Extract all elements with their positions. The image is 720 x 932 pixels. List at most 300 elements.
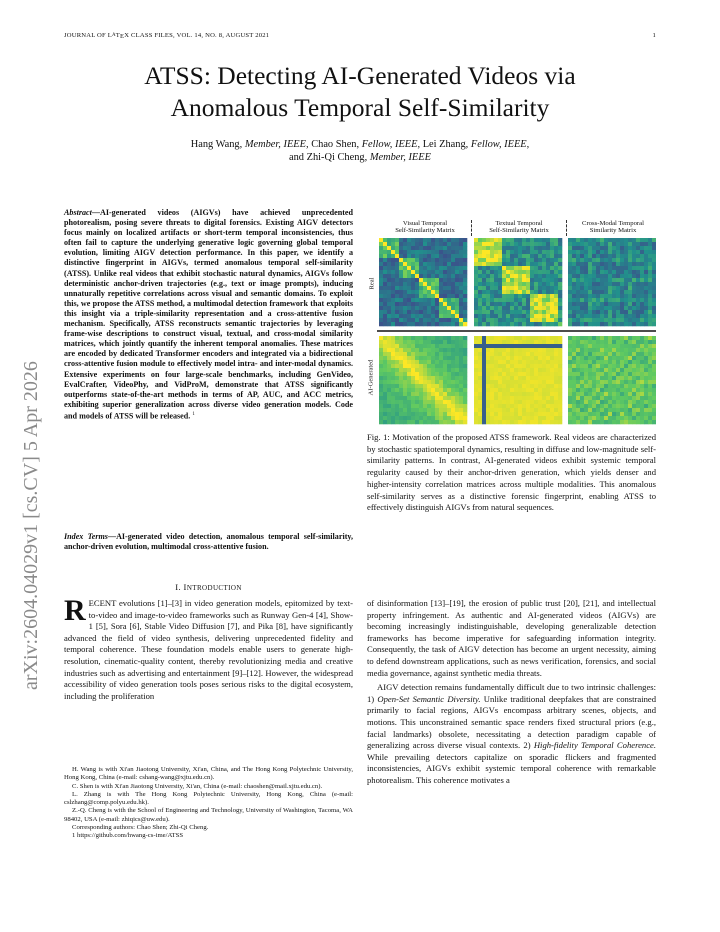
heatmap-cell (640, 290, 644, 294)
heatmap-cell (490, 408, 494, 412)
heatmap-cell (439, 396, 443, 400)
heatmap-cell (435, 416, 439, 420)
heatmap-cell (632, 274, 636, 278)
heatmap-cell (403, 420, 407, 424)
heatmap-cell (534, 416, 538, 420)
heatmap-cell (379, 266, 383, 270)
heatmap-cell (459, 360, 463, 364)
heatmap-cell (403, 290, 407, 294)
heatmap-cell (522, 310, 526, 314)
heatmap-cell (522, 322, 526, 326)
heatmap-cell (502, 242, 506, 246)
heatmap-cell (459, 266, 463, 270)
heatmap-cell (588, 360, 592, 364)
heatmap-cell (383, 348, 387, 352)
heatmap-cell (546, 322, 550, 326)
heatmap-cell (608, 380, 612, 384)
heatmap-cell (640, 250, 644, 254)
heatmap-cell (482, 412, 486, 416)
heatmap-cell (620, 258, 624, 262)
heatmap-cell (580, 376, 584, 380)
heatmap-cell (596, 282, 600, 286)
heatmap-cell (538, 322, 542, 326)
heatmap-cell (490, 372, 494, 376)
heatmap-cell (588, 388, 592, 392)
heatmap-cell (538, 270, 542, 274)
heatmap-cell (616, 396, 620, 400)
heatmap-cell (624, 310, 628, 314)
heatmap-cell (502, 270, 506, 274)
heatmap-cell (648, 388, 652, 392)
heatmap-cell (538, 416, 542, 420)
abstract (64, 208, 353, 422)
heatmap-cell (592, 384, 596, 388)
heatmap-cell (652, 294, 656, 298)
heatmap-cell (478, 352, 482, 356)
heatmap-cell (604, 396, 608, 400)
arxiv-watermark: arXiv:2604.04029v1 [cs.CV] 5 Apr 2026 (20, 361, 42, 690)
heatmap-cell (435, 290, 439, 294)
heatmap-cell (510, 372, 514, 376)
heatmap-cell (383, 340, 387, 344)
heatmap-cell (580, 400, 584, 404)
heatmap-cell (542, 254, 546, 258)
heatmap-cell (550, 306, 554, 310)
heatmap-cell (604, 306, 608, 310)
heatmap-cell (624, 242, 628, 246)
heatmap-cell (644, 310, 648, 314)
heatmap-cell (526, 340, 530, 344)
heatmap-cell (463, 306, 467, 310)
heatmap-cell (522, 294, 526, 298)
heatmap-cell (640, 336, 644, 340)
heatmap-cell (435, 286, 439, 290)
heatmap-cell (419, 258, 423, 262)
heatmap-cell (522, 416, 526, 420)
heatmap-cell (415, 270, 419, 274)
heatmap-cell (482, 298, 486, 302)
heatmap-cell (542, 274, 546, 278)
heatmap-cell (632, 420, 636, 424)
heatmap-cell (554, 322, 558, 326)
heatmap-cell (568, 352, 572, 356)
heatmap-cell (554, 274, 558, 278)
heatmap-cell (506, 270, 510, 274)
heatmap-cell (459, 372, 463, 376)
heatmap-cell (584, 396, 588, 400)
heatmap-cell (652, 278, 656, 282)
heatmap-cell (455, 380, 459, 384)
heatmap-cell (522, 352, 526, 356)
heatmap-cell (518, 266, 522, 270)
heatmap-cell (612, 336, 616, 340)
heatmap-cell (526, 344, 530, 348)
heatmap-cell (407, 388, 411, 392)
heatmap-cell (636, 298, 640, 302)
heatmap-cell (538, 274, 542, 278)
heatmap-cell (542, 262, 546, 266)
heatmap-cell (482, 314, 486, 318)
heatmap-cell (387, 396, 391, 400)
heatmap-cell (518, 420, 522, 424)
heatmap-cell (518, 294, 522, 298)
heatmap-cell (423, 298, 427, 302)
heatmap-cell (640, 242, 644, 246)
heatmap-cell (568, 336, 572, 340)
heatmap-cell (419, 306, 423, 310)
heatmap-cell (419, 384, 423, 388)
heatmap-cell (534, 266, 538, 270)
heatmap-cell (478, 360, 482, 364)
heatmap-cell (652, 274, 656, 278)
heatmap-cell (431, 286, 435, 290)
heatmap-cell (612, 262, 616, 266)
heatmap-cell (407, 336, 411, 340)
heatmap-cell (443, 318, 447, 322)
heatmap-cell (403, 250, 407, 254)
heatmap-cell (550, 392, 554, 396)
heatmap-cell (455, 266, 459, 270)
heatmap-cell (459, 380, 463, 384)
heatmap-cell (514, 246, 518, 250)
heatmap-cell (538, 344, 542, 348)
heatmap-cell (486, 246, 490, 250)
heatmap-cell (459, 246, 463, 250)
heatmap-cell (439, 352, 443, 356)
heatmap-cell (486, 250, 490, 254)
heatmap-cell (478, 336, 482, 340)
heatmap-cell (640, 348, 644, 352)
heatmap-cell (596, 344, 600, 348)
heatmap-cell (644, 270, 648, 274)
heatmap-cell (518, 348, 522, 352)
heatmap-aigen-crossmodal (568, 336, 656, 424)
heatmap-cell (628, 344, 632, 348)
heatmap-cell (620, 376, 624, 380)
heatmap-cell (455, 400, 459, 404)
heatmap-cell (554, 380, 558, 384)
heatmap-cell (624, 396, 628, 400)
heatmap-cell (546, 270, 550, 274)
heatmap-cell (411, 400, 415, 404)
heatmap-cell (628, 290, 632, 294)
heatmap-cell (558, 364, 562, 368)
heatmap-cell (546, 282, 550, 286)
heatmap-cell (486, 416, 490, 420)
heatmap-cell (568, 258, 572, 262)
heatmap-cell (494, 242, 498, 246)
heatmap-cell (494, 258, 498, 262)
heatmap-cell (612, 322, 616, 326)
heatmap-cell (538, 392, 542, 396)
heatmap-cell (534, 352, 538, 356)
heatmap-cell (403, 404, 407, 408)
heatmap-cell (550, 286, 554, 290)
heatmap-cell (534, 360, 538, 364)
heatmap-cell (455, 408, 459, 412)
heatmap-cell (546, 318, 550, 322)
heatmap-cell (546, 302, 550, 306)
heatmap-cell (568, 242, 572, 246)
heatmap-cell (411, 250, 415, 254)
heatmap-cell (518, 344, 522, 348)
heatmap-cell (592, 238, 596, 242)
heatmap-cell (620, 278, 624, 282)
heatmap-cell (534, 302, 538, 306)
footnote-wang: H. Wang is with Xi'an Jiaotong University, Xi'an, China, and The Hong Kong Polytechnic University, Hong Kong, China (e-mail: cshang-wang@xjtu.edu.cn). (64, 766, 353, 782)
heatmap-cell (580, 388, 584, 392)
heatmap-cell (451, 266, 455, 270)
heatmap-cell (580, 242, 584, 246)
heatmap-cell (608, 258, 612, 262)
heatmap-cell (439, 254, 443, 258)
heatmap-cell (644, 306, 648, 310)
heatmap-cell (387, 286, 391, 290)
heatmap-cell (522, 314, 526, 318)
heatmap-cell (459, 396, 463, 400)
heatmap-cell (498, 384, 502, 388)
heatmap-cell (490, 356, 494, 360)
heatmap-cell (604, 282, 608, 286)
heatmap-cell (391, 274, 395, 278)
heatmap-cell (542, 314, 546, 318)
heatmap-cell (546, 286, 550, 290)
heatmap-cell (584, 356, 588, 360)
heatmap-cell (584, 364, 588, 368)
heatmap-cell (636, 340, 640, 344)
page-number: 1 (652, 32, 656, 39)
heatmap-cell (455, 396, 459, 400)
heatmap-cell (534, 388, 538, 392)
heatmap-cell (608, 340, 612, 344)
heatmap-cell (474, 376, 478, 380)
heatmap-cell (411, 408, 415, 412)
heatmap-cell (407, 408, 411, 412)
heatmap-cell (584, 322, 588, 326)
heatmap-cell (534, 278, 538, 282)
heatmap-cell (608, 254, 612, 258)
heatmap-cell (628, 336, 632, 340)
heatmap-cell (474, 266, 478, 270)
heatmap-cell (443, 258, 447, 262)
heatmap-cell (391, 404, 395, 408)
heatmap-cell (534, 336, 538, 340)
heatmap-cell (463, 412, 467, 416)
heatmap-cell (435, 266, 439, 270)
heatmap-cell (482, 372, 486, 376)
heatmap-cell (486, 420, 490, 424)
heatmap-cell (636, 282, 640, 286)
heatmap-cell (628, 314, 632, 318)
heatmap-cell (395, 318, 399, 322)
heatmap-cell (459, 352, 463, 356)
heatmap-cell (640, 356, 644, 360)
heatmap-cell (455, 250, 459, 254)
heatmap-cell (526, 250, 530, 254)
heatmap-cell (447, 258, 451, 262)
heatmap-cell (391, 364, 395, 368)
heatmap-cell (379, 238, 383, 242)
heatmap-cell (502, 318, 506, 322)
heatmap-cell (439, 238, 443, 242)
heatmap-cell (455, 352, 459, 356)
heatmap-cell (628, 270, 632, 274)
heatmap-cell (608, 356, 612, 360)
heatmap-cell (463, 242, 467, 246)
heatmap-cell (572, 274, 576, 278)
heatmap-cell (474, 400, 478, 404)
heatmap-cell (383, 282, 387, 286)
heatmap-cell (550, 420, 554, 424)
heatmap-cell (502, 412, 506, 416)
heatmap-cell (399, 420, 403, 424)
heatmap-cell (518, 352, 522, 356)
heatmap-cell (399, 270, 403, 274)
heatmap-cell (411, 352, 415, 356)
heatmap-cell (459, 388, 463, 392)
heatmap-cell (395, 372, 399, 376)
heatmap-cell (572, 420, 576, 424)
fig-row-label-aigen: AI-Generated (367, 359, 375, 396)
heatmap-cell (518, 380, 522, 384)
heatmap-cell (600, 412, 604, 416)
heatmap-cell (379, 314, 383, 318)
heatmap-cell (526, 314, 530, 318)
heatmap-cell (616, 286, 620, 290)
title-line-2: Anomalous Temporal Self-Similarity (170, 93, 550, 122)
heatmap-cell (387, 242, 391, 246)
heatmap-cell (427, 340, 431, 344)
heatmap-cell (584, 336, 588, 340)
heatmap-cell (624, 356, 628, 360)
heatmap-cell (506, 376, 510, 380)
heatmap-cell (576, 250, 580, 254)
heatmap-cell (506, 408, 510, 412)
heatmap-cell (478, 322, 482, 326)
heatmap-cell (459, 250, 463, 254)
heatmap-cell (463, 318, 467, 322)
heatmap-cell (572, 404, 576, 408)
heatmap-cell (419, 270, 423, 274)
heatmap-cell (506, 318, 510, 322)
heatmap-cell (482, 348, 486, 352)
heatmap-cell (463, 400, 467, 404)
heatmap-cell (395, 344, 399, 348)
heatmap-cell (474, 314, 478, 318)
heatmap-cell (447, 368, 451, 372)
heatmap-cell (459, 400, 463, 404)
heatmap-cell (644, 294, 648, 298)
heatmap-cell (592, 348, 596, 352)
heatmap-cell (568, 246, 572, 250)
heatmap-cell (387, 384, 391, 388)
heatmap-cell (387, 278, 391, 282)
heatmap-cell (558, 420, 562, 424)
heatmap-cell (596, 310, 600, 314)
heatmap-cell (411, 314, 415, 318)
heatmap-cell (600, 340, 604, 344)
heatmap-cell (612, 408, 616, 412)
heatmap-cell (399, 306, 403, 310)
heatmap-cell (399, 348, 403, 352)
heatmap-cell (522, 238, 526, 242)
heatmap-cell (588, 392, 592, 396)
heatmap-cell (447, 344, 451, 348)
heatmap-cell (538, 314, 542, 318)
heatmap-cell (514, 352, 518, 356)
heatmap-cell (415, 274, 419, 278)
heatmap-cell (459, 258, 463, 262)
heatmap-cell (494, 286, 498, 290)
heatmap-cell (592, 360, 596, 364)
heatmap-cell (451, 278, 455, 282)
heatmap-cell (451, 318, 455, 322)
heatmap-cell (498, 302, 502, 306)
heatmap-cell (486, 396, 490, 400)
heatmap-cell (534, 298, 538, 302)
heatmap-cell (620, 420, 624, 424)
heatmap-cell (588, 420, 592, 424)
heatmap-cell (494, 278, 498, 282)
heatmap-cell (518, 298, 522, 302)
heatmap-cell (576, 368, 580, 372)
heatmap-cell (604, 246, 608, 250)
heatmap-cell (455, 278, 459, 282)
heatmap-cell (608, 392, 612, 396)
similarity-heatmaps (367, 238, 656, 428)
heatmap-cell (459, 286, 463, 290)
heatmap-cell (522, 318, 526, 322)
heatmap-cell (415, 400, 419, 404)
abstract-text: —AI-generated videos (AIGVs) have achieved unprecedented photorealism, posing severe threats to digital forensics. Existing AIGV detectors focus mainly on localized artifacts or short-term temporal inconsistencies, thus often fail to capture the underlying generative logic governing global temporal evolution, limiting AIGV detection performance. In this paper, we identify a distinctive fingerprint in AIGVs, termed anomalous temporal self-similarity (ATSS). Unlike real videos that exhibit stochastic natural dynamics, AIGVs follow deterministic anchor-driven trajectories (e.g., text or image prompts), inducing unnaturally repetitive correlations across visual and semantic domains. To exploit this, we propose the ATSS method, a multimodal detection framework that exploits this insight via a triple-similarity representation and a cross-attentive fusion mechanism. Specifically, ATSS reconstructs semantic trajectories by leveraging frame-wise descriptions to construct visual, textual, and cross-modal similarity matrices, which jointly quantify the inherent temporal anomalies. These matrices are encoded by dedicated Transformer encoders and integrated via a bidirectional cross-attentive fusion module to effectively model intra- and inter-modal dynamics. Extensive experiments on four large-scale benchmarks, including GenVideo, EvalCrafter, VideoPhy, and VidProM, demonstrate that ATSS significantly outperforms state-of-the-art methods in terms of AP, AUC, and ACC metrics, exhibiting superior generalization across diverse video generation models. Code and models of ATSS will be released. (64, 208, 353, 421)
heatmap-cell (554, 266, 558, 270)
heatmap-cell (580, 262, 584, 266)
heatmap-cell (427, 286, 431, 290)
heatmap-cell (506, 388, 510, 392)
heatmap-cell (474, 392, 478, 396)
heatmap-cell (403, 302, 407, 306)
heatmap-cell (459, 254, 463, 258)
heatmap-cell (652, 314, 656, 318)
heatmap-cell (439, 384, 443, 388)
heatmap-cell (474, 396, 478, 400)
heatmap-cell (534, 318, 538, 322)
heatmap-cell (463, 392, 467, 396)
heatmap-cell (554, 412, 558, 416)
heatmap-cell (648, 302, 652, 306)
heatmap-cell (592, 258, 596, 262)
heatmap-cell (502, 364, 506, 368)
heatmap-cell (514, 270, 518, 274)
heatmap-cell (411, 384, 415, 388)
heatmap-cell (600, 368, 604, 372)
heatmap-cell (395, 238, 399, 242)
heatmap-cell (419, 344, 423, 348)
heatmap-cell (632, 302, 636, 306)
heatmap-cell (636, 246, 640, 250)
heatmap-cell (616, 412, 620, 416)
heatmap-cell (632, 242, 636, 246)
heatmap-cell (411, 278, 415, 282)
heatmap-cell (419, 360, 423, 364)
heatmap-cell (423, 364, 427, 368)
heatmap-cell (632, 306, 636, 310)
heatmap-cell (550, 270, 554, 274)
heatmap-cell (568, 238, 572, 242)
heatmap-cell (596, 388, 600, 392)
heatmap-cell (399, 294, 403, 298)
heatmap-cell (608, 368, 612, 372)
